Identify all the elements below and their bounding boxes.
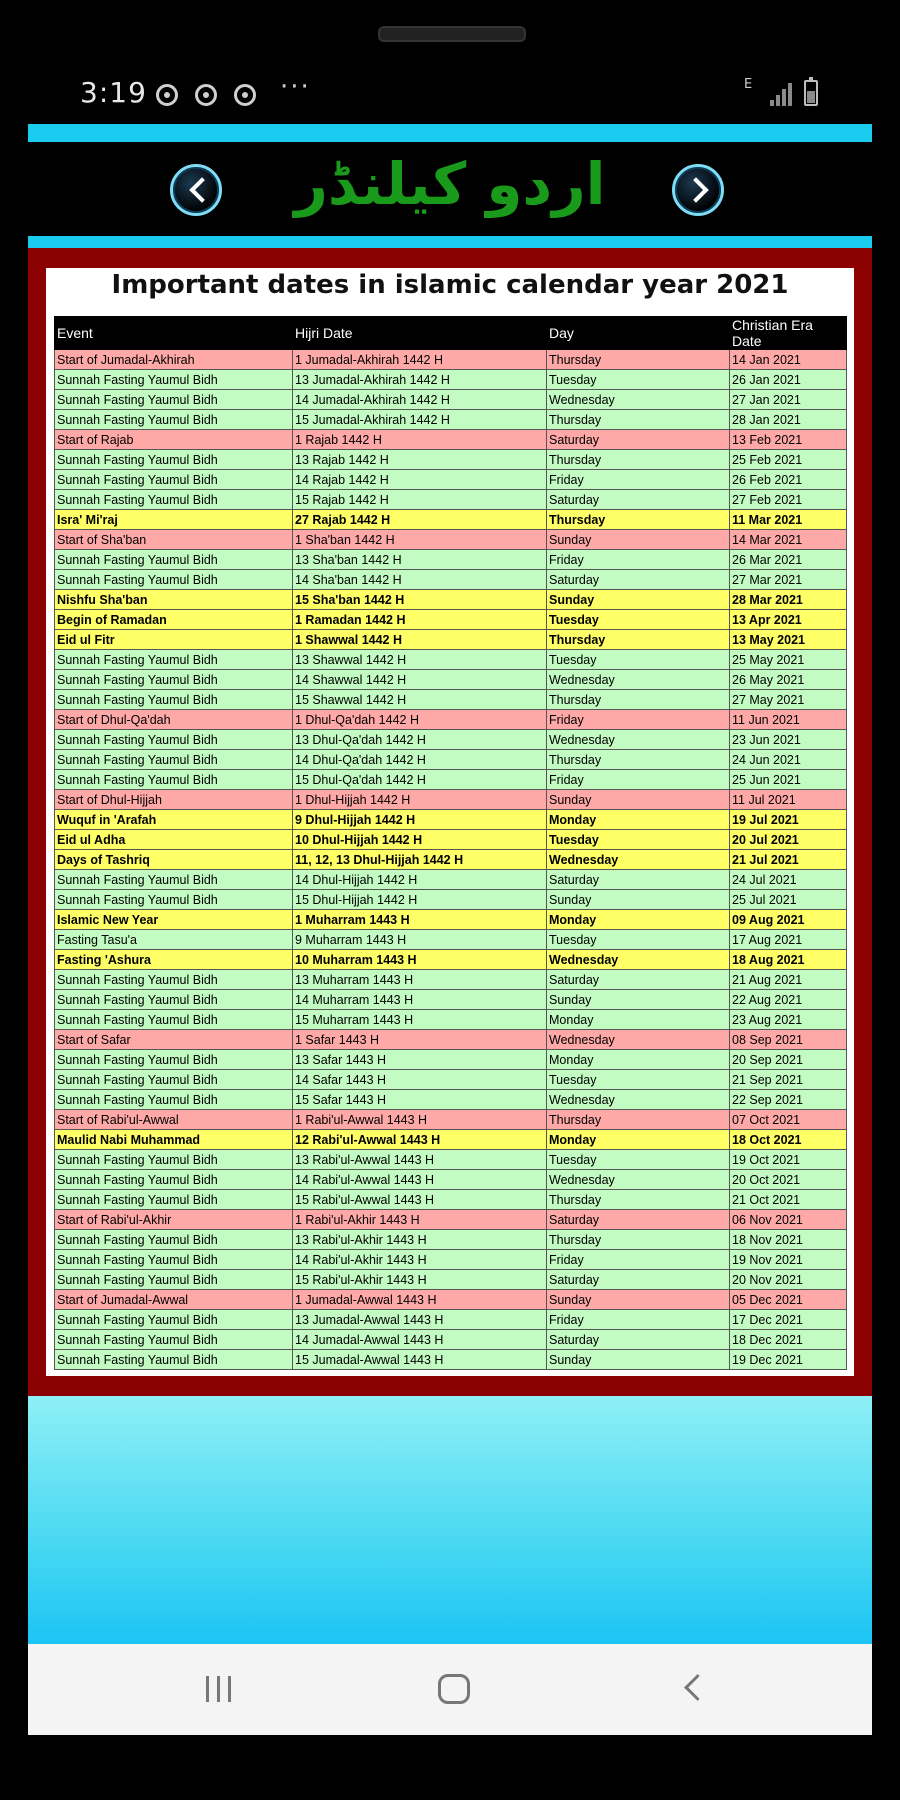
cell-hijri-date: 15 Dhul-Qa'dah 1442 H: [293, 770, 547, 790]
table-row: [55, 930, 847, 950]
cell-hijri-date: 1 Dhul-Hijjah 1442 H: [293, 790, 547, 810]
cell-event: Sunnah Fasting Yaumul Bidh: [55, 1050, 293, 1070]
cell-christian-date: 14 Jan 2021: [730, 350, 847, 370]
table-row: [55, 1270, 847, 1290]
cell-event: Sunnah Fasting Yaumul Bidh: [55, 490, 293, 510]
cell-christian-date: 05 Dec 2021: [730, 1290, 847, 1310]
cell-christian-date: 11 Jul 2021: [730, 790, 847, 810]
cell-hijri-date: 11, 12, 13 Dhul-Hijjah 1442 H: [293, 850, 547, 870]
cell-day: Wednesday: [547, 670, 730, 690]
cell-hijri-date: 14 Jumadal-Akhirah 1442 H: [293, 390, 547, 410]
cell-hijri-date: 15 Rajab 1442 H: [293, 490, 547, 510]
cell-christian-date: 14 Mar 2021: [730, 530, 847, 550]
table-row: [55, 950, 847, 970]
document-frame: [28, 248, 872, 1396]
cell-christian-date: 22 Sep 2021: [730, 1090, 847, 1110]
cell-hijri-date: 13 Shawwal 1442 H: [293, 650, 547, 670]
cell-event: Begin of Ramadan: [55, 610, 293, 630]
table-row: [55, 1350, 847, 1370]
cell-event: Sunnah Fasting Yaumul Bidh: [55, 450, 293, 470]
cell-christian-date: 26 May 2021: [730, 670, 847, 690]
cell-christian-date: 28 Mar 2021: [730, 590, 847, 610]
table-row: [55, 350, 847, 370]
table-row: [55, 670, 847, 690]
cell-event: Fasting Tasu'a: [55, 930, 293, 950]
table-row: [55, 450, 847, 470]
cell-event: Start of Jumadal-Akhirah: [55, 350, 293, 370]
table-row: [55, 1150, 847, 1170]
cell-christian-date: 20 Nov 2021: [730, 1270, 847, 1290]
cell-event: Sunnah Fasting Yaumul Bidh: [55, 750, 293, 770]
cell-day: Tuesday: [547, 610, 730, 630]
table-row: [55, 770, 847, 790]
cell-christian-date: 19 Nov 2021: [730, 1250, 847, 1270]
cell-christian-date: 13 Apr 2021: [730, 610, 847, 630]
cell-christian-date: 26 Mar 2021: [730, 550, 847, 570]
cell-hijri-date: 14 Dhul-Hijjah 1442 H: [293, 870, 547, 890]
network-type-icon: E: [744, 77, 753, 92]
table-row: [55, 1070, 847, 1090]
cell-event: Start of Rabi'ul-Awwal: [55, 1110, 293, 1130]
cell-christian-date: 06 Nov 2021: [730, 1210, 847, 1230]
cell-christian-date: 11 Mar 2021: [730, 510, 847, 530]
table-row: [55, 1230, 847, 1250]
cell-hijri-date: 15 Rabi'ul-Awwal 1443 H: [293, 1190, 547, 1210]
cell-day: Tuesday: [547, 830, 730, 850]
table-row: [55, 1330, 847, 1350]
more-notifications-icon: ···: [280, 72, 311, 102]
cell-hijri-date: 12 Rabi'ul-Awwal 1443 H: [293, 1130, 547, 1150]
cell-hijri-date: 1 Shawwal 1442 H: [293, 630, 547, 650]
cell-day: Wednesday: [547, 950, 730, 970]
cell-event: Sunnah Fasting Yaumul Bidh: [55, 1070, 293, 1090]
cell-hijri-date: 14 Shawwal 1442 H: [293, 670, 547, 690]
top-accent-bar: [28, 124, 872, 142]
cell-day: Monday: [547, 1010, 730, 1030]
cell-event: Sunnah Fasting Yaumul Bidh: [55, 1270, 293, 1290]
table-row: [55, 430, 847, 450]
cell-christian-date: 13 May 2021: [730, 630, 847, 650]
back-icon[interactable]: [684, 1674, 711, 1701]
chevron-right-icon: [683, 177, 708, 202]
signal-icon: [770, 82, 792, 106]
cell-christian-date: 08 Sep 2021: [730, 1030, 847, 1050]
table-row: [55, 470, 847, 490]
cell-christian-date: 23 Jun 2021: [730, 730, 847, 750]
cell-christian-date: 24 Jul 2021: [730, 870, 847, 890]
cell-event: Eid ul Adha: [55, 830, 293, 850]
cell-event: Sunnah Fasting Yaumul Bidh: [55, 730, 293, 750]
table-row: [55, 870, 847, 890]
cell-hijri-date: 15 Sha'ban 1442 H: [293, 590, 547, 610]
cell-hijri-date: 14 Jumadal-Awwal 1443 H: [293, 1330, 547, 1350]
cell-christian-date: 24 Jun 2021: [730, 750, 847, 770]
table-row: [55, 710, 847, 730]
cell-hijri-date: 14 Muharram 1443 H: [293, 990, 547, 1010]
cell-christian-date: 22 Aug 2021: [730, 990, 847, 1010]
cell-event: Islamic New Year: [55, 910, 293, 930]
cell-event: Sunnah Fasting Yaumul Bidh: [55, 670, 293, 690]
cell-hijri-date: 13 Muharram 1443 H: [293, 970, 547, 990]
cell-christian-date: 19 Oct 2021: [730, 1150, 847, 1170]
cell-hijri-date: 15 Safar 1443 H: [293, 1090, 547, 1110]
cell-event: Sunnah Fasting Yaumul Bidh: [55, 370, 293, 390]
cell-day: Friday: [547, 770, 730, 790]
cell-day: Saturday: [547, 1270, 730, 1290]
cell-day: Tuesday: [547, 1070, 730, 1090]
cell-christian-date: 17 Dec 2021: [730, 1310, 847, 1330]
document-page[interactable]: [46, 268, 854, 1376]
cell-day: Sunday: [547, 1290, 730, 1310]
cell-event: Sunnah Fasting Yaumul Bidh: [55, 570, 293, 590]
cell-christian-date: 27 Mar 2021: [730, 570, 847, 590]
cell-christian-date: 07 Oct 2021: [730, 1110, 847, 1130]
cell-event: Start of Rajab: [55, 430, 293, 450]
cell-event: Sunnah Fasting Yaumul Bidh: [55, 1010, 293, 1030]
table-row: [55, 810, 847, 830]
table-row: [55, 750, 847, 770]
table-row: [55, 610, 847, 630]
cell-hijri-date: 1 Rajab 1442 H: [293, 430, 547, 450]
app-window: [28, 124, 872, 1735]
cell-event: Sunnah Fasting Yaumul Bidh: [55, 690, 293, 710]
cell-event: Start of Jumadal-Awwal: [55, 1290, 293, 1310]
cell-hijri-date: 1 Jumadal-Awwal 1443 H: [293, 1290, 547, 1310]
table-row: [55, 790, 847, 810]
cell-event: Sunnah Fasting Yaumul Bidh: [55, 870, 293, 890]
cell-christian-date: 18 Dec 2021: [730, 1330, 847, 1350]
cell-event: Sunnah Fasting Yaumul Bidh: [55, 550, 293, 570]
cell-hijri-date: 10 Muharram 1443 H: [293, 950, 547, 970]
cell-event: Nishfu Sha'ban: [55, 590, 293, 610]
table-row: [55, 530, 847, 550]
cell-day: Friday: [547, 470, 730, 490]
table-row: [55, 1170, 847, 1190]
cell-day: Wednesday: [547, 730, 730, 750]
table-row: [55, 850, 847, 870]
table-row: [55, 1190, 847, 1210]
cell-event: Sunnah Fasting Yaumul Bidh: [55, 1090, 293, 1110]
cell-day: Thursday: [547, 410, 730, 430]
cell-day: Monday: [547, 1050, 730, 1070]
cell-hijri-date: 1 Rabi'ul-Awwal 1443 H: [293, 1110, 547, 1130]
cell-day: Monday: [547, 810, 730, 830]
cell-day: Saturday: [547, 570, 730, 590]
table-row: [55, 1050, 847, 1070]
cell-christian-date: 23 Aug 2021: [730, 1010, 847, 1030]
cell-day: Friday: [547, 710, 730, 730]
cell-event: Start of Dhul-Hijjah: [55, 790, 293, 810]
cell-hijri-date: 1 Rabi'ul-Akhir 1443 H: [293, 1210, 547, 1230]
cell-event: Start of Rabi'ul-Akhir: [55, 1210, 293, 1230]
table-row: [55, 490, 847, 510]
table-body: [55, 350, 847, 1370]
table-row: [55, 970, 847, 990]
table-row: [55, 370, 847, 390]
column-header-christian-date: Christian Era Date: [730, 317, 847, 350]
cell-christian-date: 20 Oct 2021: [730, 1170, 847, 1190]
phone-speaker: [378, 26, 526, 42]
cell-hijri-date: 13 Dhul-Qa'dah 1442 H: [293, 730, 547, 750]
cell-christian-date: 27 Feb 2021: [730, 490, 847, 510]
cell-day: Sunday: [547, 790, 730, 810]
table-row: [55, 1030, 847, 1050]
cell-christian-date: 11 Jun 2021: [730, 710, 847, 730]
cell-day: Wednesday: [547, 1030, 730, 1050]
column-header-hijri-date: Hijri Date: [293, 317, 547, 350]
document-title: Important dates in islamic calendar year 2021: [111, 270, 789, 300]
cell-event: Wuquf in 'Arafah: [55, 810, 293, 830]
cell-day: Friday: [547, 550, 730, 570]
cell-day: Thursday: [547, 750, 730, 770]
table-header-row: [55, 317, 847, 350]
table-row: [55, 1130, 847, 1150]
cell-christian-date: 17 Aug 2021: [730, 930, 847, 950]
cell-hijri-date: 13 Sha'ban 1442 H: [293, 550, 547, 570]
table-row: [55, 910, 847, 930]
cell-christian-date: 25 Jun 2021: [730, 770, 847, 790]
cell-christian-date: 26 Feb 2021: [730, 470, 847, 490]
cell-hijri-date: 14 Rabi'ul-Awwal 1443 H: [293, 1170, 547, 1190]
cell-day: Tuesday: [547, 930, 730, 950]
cell-day: Thursday: [547, 1190, 730, 1210]
cell-hijri-date: 13 Jumadal-Akhirah 1442 H: [293, 370, 547, 390]
cell-event: Sunnah Fasting Yaumul Bidh: [55, 390, 293, 410]
cell-hijri-date: 9 Muharram 1443 H: [293, 930, 547, 950]
cell-hijri-date: 13 Rajab 1442 H: [293, 450, 547, 470]
notification-icon: [195, 84, 217, 106]
notification-icon: [156, 84, 178, 106]
home-icon[interactable]: [438, 1674, 470, 1704]
cell-event: Fasting 'Ashura: [55, 950, 293, 970]
cell-day: Saturday: [547, 430, 730, 450]
cell-christian-date: 13 Feb 2021: [730, 430, 847, 450]
table-row: [55, 1210, 847, 1230]
table-row: [55, 1290, 847, 1310]
cell-event: Start of Sha'ban: [55, 530, 293, 550]
status-bar: [0, 70, 900, 120]
cell-day: Thursday: [547, 510, 730, 530]
table-row: [55, 510, 847, 530]
cell-event: Start of Safar: [55, 1030, 293, 1050]
cell-hijri-date: 1 Jumadal-Akhirah 1442 H: [293, 350, 547, 370]
cell-christian-date: 20 Sep 2021: [730, 1050, 847, 1070]
cell-hijri-date: 10 Dhul-Hijjah 1442 H: [293, 830, 547, 850]
status-time: 3:19: [80, 76, 147, 109]
cell-hijri-date: 14 Safar 1443 H: [293, 1070, 547, 1090]
cell-christian-date: 21 Aug 2021: [730, 970, 847, 990]
table-row: [55, 650, 847, 670]
cell-christian-date: 09 Aug 2021: [730, 910, 847, 930]
cell-day: Tuesday: [547, 650, 730, 670]
cell-day: Saturday: [547, 870, 730, 890]
cell-event: Sunnah Fasting Yaumul Bidh: [55, 970, 293, 990]
cell-event: Days of Tashriq: [55, 850, 293, 870]
cell-event: Sunnah Fasting Yaumul Bidh: [55, 410, 293, 430]
cell-christian-date: 19 Dec 2021: [730, 1350, 847, 1370]
cell-hijri-date: 13 Jumadal-Awwal 1443 H: [293, 1310, 547, 1330]
header-accent-bar: [28, 236, 872, 248]
cell-event: Start of Dhul-Qa'dah: [55, 710, 293, 730]
table-row: [55, 1010, 847, 1030]
cell-christian-date: 26 Jan 2021: [730, 370, 847, 390]
table-row: [55, 410, 847, 430]
table-row: [55, 1090, 847, 1110]
table-row: [55, 1110, 847, 1130]
cell-day: Saturday: [547, 1210, 730, 1230]
cell-event: Eid ul Fitr: [55, 630, 293, 650]
table-row: [55, 730, 847, 750]
cell-day: Thursday: [547, 1230, 730, 1250]
cell-event: Sunnah Fasting Yaumul Bidh: [55, 1310, 293, 1330]
cell-event: Maulid Nabi Muhammad: [55, 1130, 293, 1150]
cell-day: Thursday: [547, 690, 730, 710]
cell-event: Sunnah Fasting Yaumul Bidh: [55, 1330, 293, 1350]
cell-christian-date: 25 May 2021: [730, 650, 847, 670]
dates-table: [54, 316, 847, 1370]
cell-event: Sunnah Fasting Yaumul Bidh: [55, 1350, 293, 1370]
cell-day: Tuesday: [547, 370, 730, 390]
cell-christian-date: 25 Feb 2021: [730, 450, 847, 470]
cell-day: Sunday: [547, 530, 730, 550]
cell-hijri-date: 1 Ramadan 1442 H: [293, 610, 547, 630]
cell-day: Thursday: [547, 1110, 730, 1130]
cell-day: Friday: [547, 1310, 730, 1330]
cell-hijri-date: 15 Muharram 1443 H: [293, 1010, 547, 1030]
cell-christian-date: 18 Nov 2021: [730, 1230, 847, 1250]
cell-christian-date: 27 May 2021: [730, 690, 847, 710]
cell-day: Monday: [547, 910, 730, 930]
notification-icon: [234, 84, 256, 106]
table-row: [55, 830, 847, 850]
table-row: [55, 890, 847, 910]
cell-day: Sunday: [547, 590, 730, 610]
cell-hijri-date: 27 Rajab 1442 H: [293, 510, 547, 530]
cell-christian-date: 21 Sep 2021: [730, 1070, 847, 1090]
table-row: [55, 390, 847, 410]
cell-hijri-date: 14 Sha'ban 1442 H: [293, 570, 547, 590]
cell-day: Wednesday: [547, 390, 730, 410]
cell-day: Wednesday: [547, 1090, 730, 1110]
cell-hijri-date: 1 Sha'ban 1442 H: [293, 530, 547, 550]
cell-day: Sunday: [547, 890, 730, 910]
cell-day: Friday: [547, 1250, 730, 1270]
battery-icon: [804, 80, 818, 106]
next-button[interactable]: [672, 164, 724, 216]
cell-hijri-date: 1 Safar 1443 H: [293, 1030, 547, 1050]
cell-hijri-date: 1 Muharram 1443 H: [293, 910, 547, 930]
app-header: [28, 144, 872, 238]
table-row: [55, 590, 847, 610]
cell-christian-date: 20 Jul 2021: [730, 830, 847, 850]
cell-hijri-date: 9 Dhul-Hijjah 1442 H: [293, 810, 547, 830]
cell-hijri-date: 15 Jumadal-Akhirah 1442 H: [293, 410, 547, 430]
cell-event: Sunnah Fasting Yaumul Bidh: [55, 1190, 293, 1210]
cell-day: Saturday: [547, 490, 730, 510]
cell-event: Isra' Mi'raj: [55, 510, 293, 530]
cell-event: Sunnah Fasting Yaumul Bidh: [55, 990, 293, 1010]
cell-day: Wednesday: [547, 850, 730, 870]
cell-hijri-date: 14 Dhul-Qa'dah 1442 H: [293, 750, 547, 770]
cell-day: Saturday: [547, 970, 730, 990]
empty-background-area: [28, 1396, 872, 1644]
cell-day: Monday: [547, 1130, 730, 1150]
cell-christian-date: 28 Jan 2021: [730, 410, 847, 430]
cell-christian-date: 18 Oct 2021: [730, 1130, 847, 1150]
column-header-event: Event: [55, 317, 293, 350]
cell-event: Sunnah Fasting Yaumul Bidh: [55, 1170, 293, 1190]
table-row: [55, 690, 847, 710]
cell-event: Sunnah Fasting Yaumul Bidh: [55, 470, 293, 490]
table-row: [55, 990, 847, 1010]
cell-hijri-date: 15 Jumadal-Awwal 1443 H: [293, 1350, 547, 1370]
cell-event: Sunnah Fasting Yaumul Bidh: [55, 1250, 293, 1270]
cell-hijri-date: 13 Rabi'ul-Awwal 1443 H: [293, 1150, 547, 1170]
table-row: [55, 630, 847, 650]
table-row: [55, 550, 847, 570]
system-navigation-bar: [28, 1644, 872, 1735]
cell-hijri-date: 1 Dhul-Qa'dah 1442 H: [293, 710, 547, 730]
cell-event: Sunnah Fasting Yaumul Bidh: [55, 1230, 293, 1250]
cell-day: Wednesday: [547, 1170, 730, 1190]
cell-hijri-date: 15 Shawwal 1442 H: [293, 690, 547, 710]
cell-event: Sunnah Fasting Yaumul Bidh: [55, 890, 293, 910]
cell-christian-date: 21 Oct 2021: [730, 1190, 847, 1210]
cell-day: Thursday: [547, 350, 730, 370]
cell-hijri-date: 13 Safar 1443 H: [293, 1050, 547, 1070]
cell-day: Saturday: [547, 1330, 730, 1350]
column-header-day: Day: [547, 317, 730, 350]
cell-christian-date: 19 Jul 2021: [730, 810, 847, 830]
table-row: [55, 1310, 847, 1330]
cell-event: Sunnah Fasting Yaumul Bidh: [55, 770, 293, 790]
cell-day: Tuesday: [547, 1150, 730, 1170]
cell-hijri-date: 13 Rabi'ul-Akhir 1443 H: [293, 1230, 547, 1250]
cell-hijri-date: 14 Rajab 1442 H: [293, 470, 547, 490]
cell-christian-date: 27 Jan 2021: [730, 390, 847, 410]
table-row: [55, 1250, 847, 1270]
cell-christian-date: 21 Jul 2021: [730, 850, 847, 870]
recent-apps-icon[interactable]: [204, 1676, 234, 1702]
cell-day: Sunday: [547, 990, 730, 1010]
cell-day: Thursday: [547, 450, 730, 470]
cell-event: Sunnah Fasting Yaumul Bidh: [55, 1150, 293, 1170]
app-title: اردو کیلنڈر: [294, 150, 606, 218]
cell-event: Sunnah Fasting Yaumul Bidh: [55, 650, 293, 670]
cell-hijri-date: 14 Rabi'ul-Akhir 1443 H: [293, 1250, 547, 1270]
cell-christian-date: 25 Jul 2021: [730, 890, 847, 910]
cell-christian-date: 18 Aug 2021: [730, 950, 847, 970]
cell-day: Thursday: [547, 630, 730, 650]
cell-hijri-date: 15 Dhul-Hijjah 1442 H: [293, 890, 547, 910]
cell-day: Sunday: [547, 1350, 730, 1370]
table-row: [55, 570, 847, 590]
cell-hijri-date: 15 Rabi'ul-Akhir 1443 H: [293, 1270, 547, 1290]
